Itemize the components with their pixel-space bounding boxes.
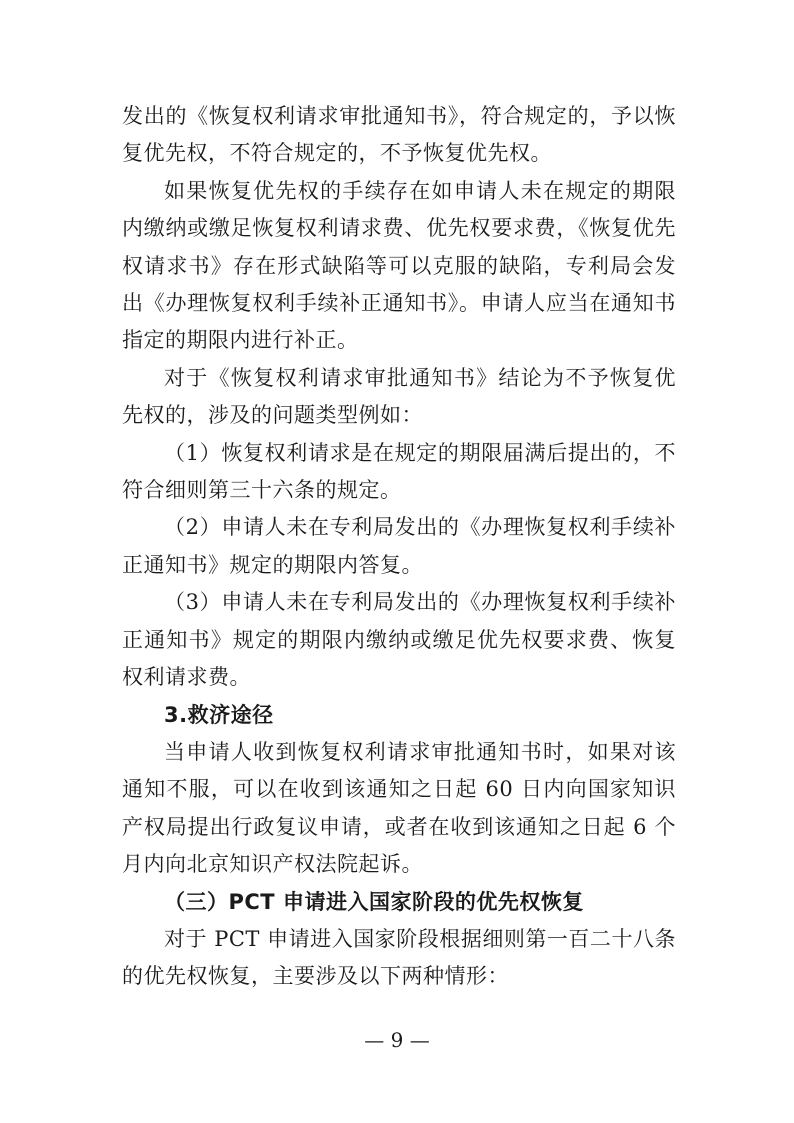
page-body <box>122 98 676 996</box>
paragraph-remedy: 当申请人收到恢复权利请求审批通知书时，如果对该通知不服，可以在收到该通知之日起 60 日内向国家知识产权局提出行政复议申请，或者在收到该通知之日起 6 个月内向北京知识产权法院起诉。 <box>122 739 676 877</box>
paragraph-pct-intro: 对于 PCT 申请进入国家阶段根据细则第一百二十八条的优先权恢复，主要涉及以下两种情形： <box>122 926 676 989</box>
list-item-1: （1）恢复权利请求是在规定的期限届满后提出的，不符合细则第三十六条的规定。 <box>122 440 676 503</box>
paragraph-rejection-intro: 对于《恢复权利请求审批通知书》结论为不予恢复优先权的，涉及的问题类型例如： <box>122 365 676 428</box>
page-number: — 9 — <box>364 1028 430 1052</box>
section-heading-remedy: 3.救济途径 <box>164 702 274 727</box>
list-item-2: （2）申请人未在专利局发出的《办理恢复权利手续补正通知书》规定的期限内答复。 <box>122 515 676 577</box>
list-item-3: （3）申请人未在专利局发出的《办理恢复权利手续补正通知书》规定的期限内缴纳或缴足优先权要求费、恢复权利请求费。 <box>122 590 676 690</box>
section-heading-pct: （三）PCT 申请进入国家阶段的优先权恢复 <box>164 889 584 914</box>
paragraph-supplement-procedure: 如果恢复优先权的手续存在如申请人未在规定的期限内缴纳或缴足恢复权利请求费、优先权要求费，《恢复优先权请求书》存在形式缺陷等可以克服的缺陷，专利局会发出《办理恢复权利手续补正通知书》。申请人应当在通知书指定的期限内进行补正。 <box>122 178 676 353</box>
paragraph-continuation: 发出的《恢复权利请求审批通知书》，符合规定的，予以恢复优先权，不符合规定的，不予恢复优先权。 <box>122 104 676 166</box>
